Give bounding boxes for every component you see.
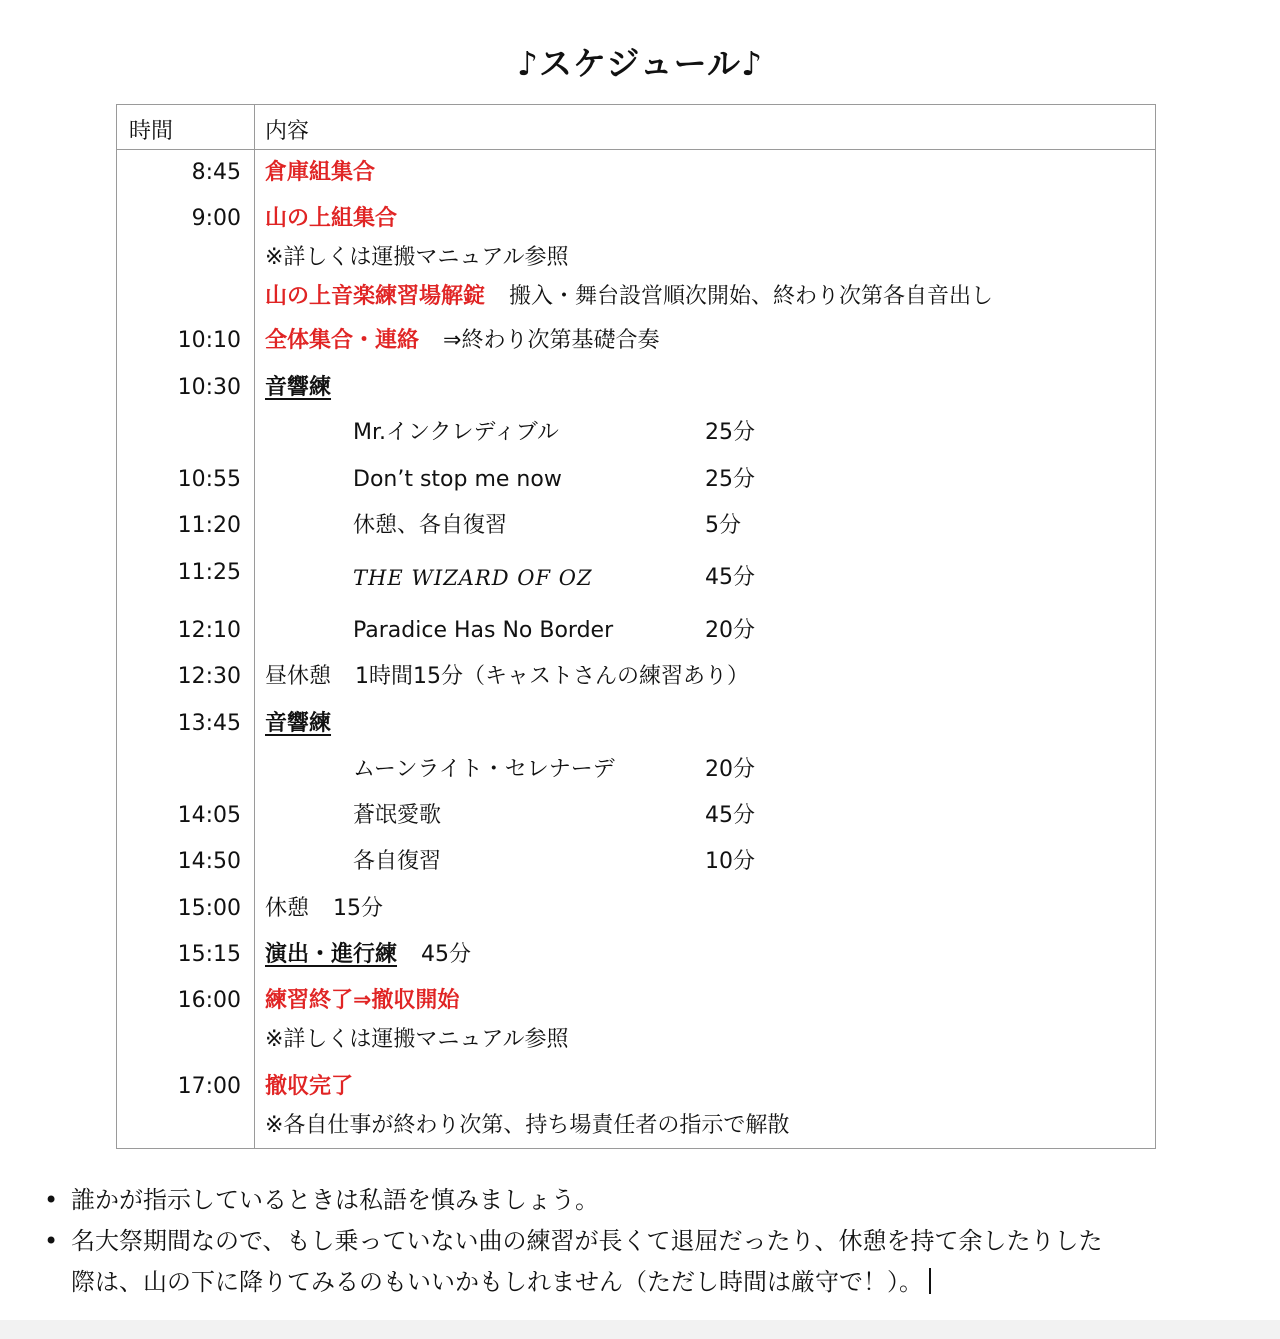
notes-list xyxy=(44,1180,1244,1303)
row-time: 12:10 xyxy=(177,618,241,643)
row-detail: 搬入・舞台設営順次開始、終わり次第各自音出し xyxy=(509,284,994,309)
song-title: 蒼氓愛歌 xyxy=(353,803,442,828)
row-note: ※各自仕事が終わり次第、持ち場責任者の指示で解散 xyxy=(265,1113,790,1138)
schedule-table xyxy=(116,104,1156,1149)
row-event: 撤収完了 xyxy=(265,1074,354,1099)
note-text: 誰かが指示しているときは私語を慎みましょう。 xyxy=(71,1186,599,1214)
table-row xyxy=(117,326,1155,356)
song-duration: 25分 xyxy=(705,467,755,492)
row-time: 12:30 xyxy=(177,664,241,689)
table-row xyxy=(117,709,1155,739)
table-row xyxy=(117,204,1155,234)
table-row xyxy=(117,282,1155,312)
table-row xyxy=(117,511,1155,541)
row-event: 全体集合・連絡 xyxy=(265,328,420,353)
row-time: 14:50 xyxy=(177,849,241,874)
row-event: 休憩 xyxy=(265,896,310,921)
song-duration: 25分 xyxy=(705,420,755,445)
row-event: 練習終了⇒撤収開始 xyxy=(265,988,460,1013)
bullet-icon: • xyxy=(44,1186,59,1214)
row-event: 音響練 xyxy=(265,711,332,736)
song-title: Don’t stop me now xyxy=(353,467,562,492)
row-event: 昼休憩 xyxy=(265,664,332,689)
list-item xyxy=(44,1180,1244,1221)
row-time: 15:00 xyxy=(177,896,241,921)
row-time: 16:00 xyxy=(177,988,241,1013)
row-event: 音響練 xyxy=(265,375,332,400)
table-row xyxy=(117,158,1155,188)
song-duration: 20分 xyxy=(705,618,755,643)
table-row xyxy=(117,1025,1155,1055)
row-detail: 1時間15分（キャストさんの練習あり） xyxy=(355,664,750,689)
table-row xyxy=(117,801,1155,831)
row-detail: 45分 xyxy=(421,942,472,967)
row-time: 14:05 xyxy=(177,803,241,828)
table-row xyxy=(117,418,1155,448)
row-time: 15:15 xyxy=(177,942,241,967)
text-cursor[interactable] xyxy=(929,1268,931,1294)
row-time: 8:45 xyxy=(191,160,241,185)
song-title: 各自復習 xyxy=(353,849,442,874)
row-time: 10:55 xyxy=(177,467,241,492)
row-time: 13:45 xyxy=(177,711,241,736)
row-time: 17:00 xyxy=(177,1074,241,1099)
song-title: Mr.インクレディブル xyxy=(353,420,559,445)
note-text: 名大祭期間なので、もし乗っていない曲の練習が長くて退屈だったり、休憩を持て余したりした xyxy=(71,1227,1103,1255)
song-duration: 10分 xyxy=(705,849,755,874)
header-divider xyxy=(117,149,1155,150)
table-row xyxy=(117,986,1155,1016)
row-note: ※詳しくは運搬マニュアル参照 xyxy=(265,1027,569,1052)
row-time: 11:20 xyxy=(177,513,241,538)
song-duration: 45分 xyxy=(705,565,755,590)
row-note: ※詳しくは運搬マニュアル参照 xyxy=(265,245,569,270)
table-row xyxy=(117,662,1155,692)
row-event: 山の上組集合 xyxy=(265,206,398,231)
table-row xyxy=(117,894,1155,924)
row-time: 9:00 xyxy=(191,206,241,231)
song-title: THE WIZARD OF OZ xyxy=(353,566,593,590)
table-row xyxy=(117,940,1155,970)
table-row xyxy=(117,373,1155,403)
song-title: 休憩、各自復習 xyxy=(353,513,508,538)
table-row xyxy=(117,1111,1155,1141)
song-duration: 45分 xyxy=(705,803,755,828)
song-duration: 5分 xyxy=(705,513,741,538)
page-title: ♪スケジュール♪ xyxy=(516,44,764,83)
table-row xyxy=(117,755,1155,785)
bullet-icon: • xyxy=(44,1227,59,1255)
header-content: 内容 xyxy=(265,119,310,144)
table-row xyxy=(117,558,1155,588)
row-event: 演出・進行練 xyxy=(265,942,398,967)
row-time: 10:30 xyxy=(177,375,241,400)
note-text-continued: 際は、山の下に降りてみるのもいいかもしれません（ただし時間は厳守で！）。 xyxy=(71,1268,923,1296)
table-row xyxy=(117,847,1155,877)
row-time: 11:25 xyxy=(177,560,241,585)
row-time: 10:10 xyxy=(177,328,241,353)
table-row xyxy=(117,465,1155,495)
row-event: 倉庫組集合 xyxy=(265,160,376,185)
list-item xyxy=(44,1221,1244,1303)
song-title: ムーンライト・セレナーデ xyxy=(353,757,615,782)
row-detail: 15分 xyxy=(333,896,384,921)
table-row xyxy=(117,616,1155,646)
row-event: 山の上音楽練習場解錠 xyxy=(265,284,486,309)
row-detail: ⇒終わり次第基礎合奏 xyxy=(443,328,660,353)
song-title: Paradice Has No Border xyxy=(353,618,614,643)
header-time: 時間 xyxy=(129,119,174,144)
table-row xyxy=(117,1072,1155,1102)
song-duration: 20分 xyxy=(705,757,755,782)
table-row xyxy=(117,243,1155,273)
